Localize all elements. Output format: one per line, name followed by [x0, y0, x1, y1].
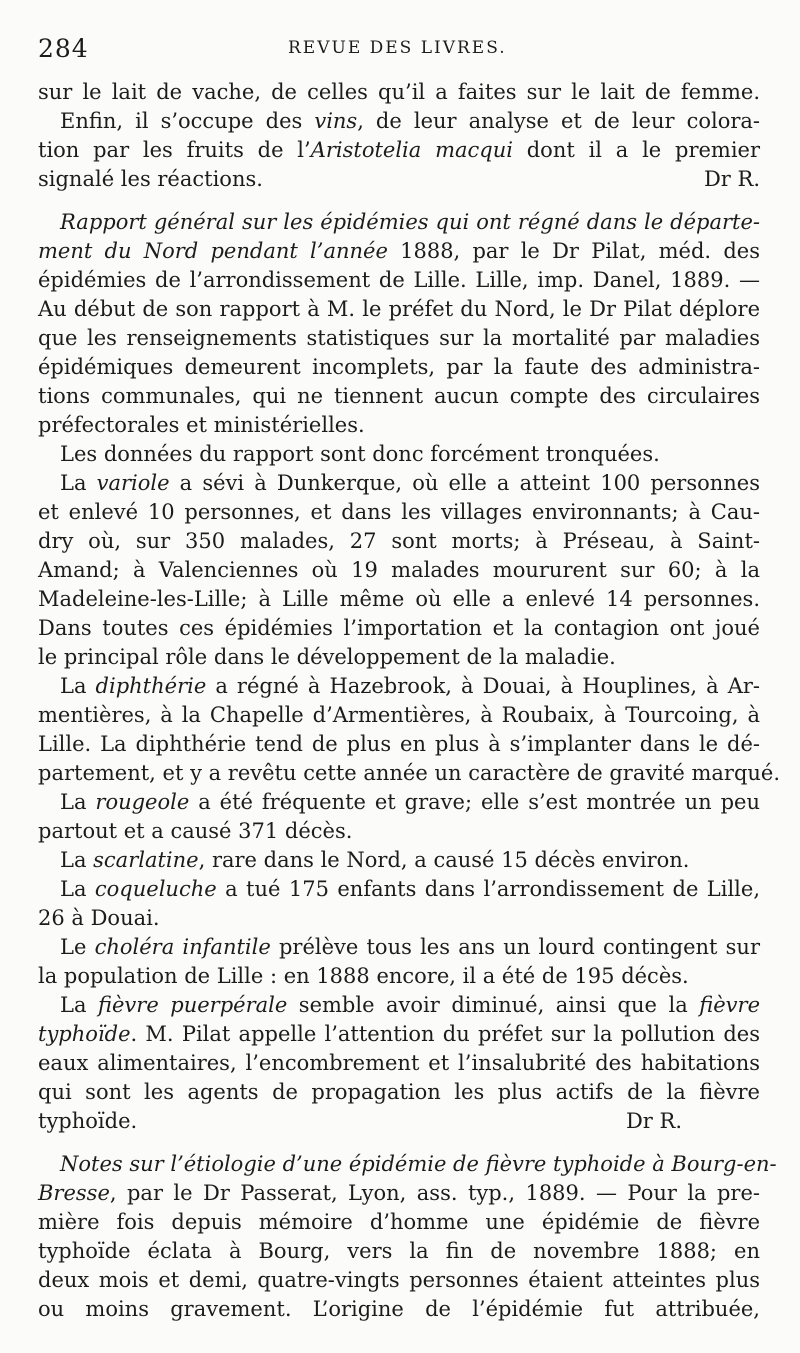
text-segment: , par le Dr Passerat, Lyon, ass. typ., 1889. — Pour la pre- [109, 1181, 760, 1205]
italic-text: rougeole [95, 790, 190, 814]
paragraph [38, 933, 760, 991]
italic-text: diphthérie [95, 674, 207, 698]
paragraph [38, 846, 760, 875]
paragraph [38, 469, 760, 672]
text-segment: a régné à Hazebrook, à Douai, à Houplines, à Ar- [206, 674, 760, 698]
text-line: deux mois et demi, quatre-vingts personnes étaient atteintes plus [38, 1268, 760, 1292]
text-line [38, 846, 760, 875]
paragraph [38, 107, 760, 194]
text-segment: La [60, 790, 96, 814]
italic-text: scarlatine [93, 848, 199, 872]
text-line: mière fois depuis mémoire d’homme une épidémie de fièvre [38, 1210, 760, 1234]
text-line [38, 1107, 760, 1136]
text-segment: La [60, 848, 94, 872]
page-header [38, 34, 760, 66]
text-line: sur le lait de vache, de celles qu’il a faites sur le lait de femme. [38, 80, 760, 104]
author-signature: Dr R. [703, 167, 760, 191]
text-line: Au début de son rapport à M. le préfet du Nord, le Dr Pilat déplore [38, 297, 760, 321]
body-text [38, 78, 781, 1324]
italic-text: variole [96, 471, 170, 495]
text-segment: La [60, 877, 95, 901]
text-line: ou moins gravement. L’origine de l’épidémie fut attribuée, [38, 1297, 760, 1321]
text-line [38, 237, 760, 266]
text-segment: , de leur analyse et de leur colora- [357, 109, 760, 133]
text-line: préfectorales et ministérielles. [38, 413, 365, 437]
text-segment: La [60, 674, 96, 698]
text-line [38, 1150, 777, 1179]
text-segment: a été fréquente et grave; elle s’est montrée un peu [189, 790, 760, 814]
text-line [38, 1020, 760, 1049]
text-line: eaux alimentaires, l’encombrement et l’insalubrité des habitations [38, 1051, 760, 1075]
text-line [38, 165, 760, 194]
text-line: la population de Lille : en 1888 encore, il a été de 195 décès. [38, 964, 689, 988]
text-line: que les renseignements statistiques sur la mortalité par maladies [38, 326, 760, 350]
text-line [38, 469, 760, 498]
paragraph-gap [38, 194, 760, 208]
text-line: Lille. La diphthérie tend de plus en plus à s’implanter dans le dé- [38, 732, 760, 756]
text-line: Madeleine-les-Lille; à Lille même où elle a enlevé 14 personnes. [38, 587, 760, 611]
paragraph [38, 672, 781, 788]
text-line [38, 1179, 760, 1208]
text-segment: a tué 175 enfants dans l’arrondissement de Lille, [216, 877, 761, 901]
running-head: REVUE DES LIVRES. [288, 38, 507, 58]
text-line [38, 875, 760, 904]
text-line [38, 107, 760, 136]
line-text: typhoïde. [38, 1109, 138, 1133]
paragraph [38, 208, 760, 440]
text-line [38, 788, 760, 817]
text-line: Amand; à Valenciennes où 19 malades moururent sur 60; à la [38, 558, 760, 582]
text-line [38, 136, 760, 165]
page-number: 284 [38, 34, 89, 63]
text-segment: La [60, 471, 97, 495]
author-signature: Dr R. [625, 1109, 682, 1133]
text-line: épidémies de l’arrondissement de Lille. Lille, imp. Danel, 1889. — [38, 268, 760, 292]
text-line: typhoïde éclata à Bourg, vers la fin de novembre 1888; en [38, 1239, 760, 1263]
text-segment: La [60, 993, 98, 1017]
italic-text: fièvre [699, 993, 760, 1017]
text-line: partout et a causé 371 décès. [38, 819, 353, 843]
text-line: Dans toutes ces épidémies l’importation et la contagion ont joué [38, 616, 760, 640]
italic-text: Bresse [38, 1181, 110, 1205]
italic-text: Aristotelia macqui [310, 138, 513, 162]
text-segment: dont il a le premier [512, 138, 761, 162]
paragraph-gap [38, 1136, 760, 1150]
paragraph [38, 78, 760, 107]
text-segment: , rare dans le Nord, a causé 15 décès environ. [198, 848, 690, 872]
text-line [38, 208, 760, 237]
text-segment: prélève tous les ans un lourd contingent sur [270, 935, 760, 959]
text-segment: Enfin, il s’occupe des [60, 109, 315, 133]
text-line [38, 672, 760, 701]
italic-text: Rapport général sur les épidémies qui ont régné dans le départe- [60, 210, 760, 234]
italic-text: Notes sur l’étiologie d’une épidémie de fièvre typhoide à Bourg-en- [60, 1152, 777, 1176]
text-line: le principal rôle dans le développement de la maladie. [38, 645, 616, 669]
text-line [38, 991, 760, 1020]
paragraph [38, 1150, 777, 1324]
paragraph [38, 875, 760, 933]
text-segment: tion par les fruits de l’ [38, 138, 311, 162]
italic-text: typhoïde [38, 1022, 131, 1046]
text-segment: 1888, par le Dr Pilat, méd. des [387, 239, 760, 263]
italic-text: coqueluche [94, 877, 217, 901]
line-text: signalé les réactions. [38, 167, 263, 191]
text-line: mentières, à la Chapelle d’Armentières, à Roubaix, à Tourcoing, à [38, 703, 760, 727]
text-line: dry où, sur 350 malades, 27 sont morts; à Préseau, à Saint- [38, 529, 760, 553]
text-line: Les données du rapport sont donc forcément tronquées. [60, 442, 660, 466]
italic-text: vins [314, 109, 358, 133]
italic-text: fièvre puerpérale [97, 993, 288, 1017]
text-segment: semble avoir diminué, ainsi que la [287, 993, 700, 1017]
italic-text: ment du Nord pendant l’année [38, 239, 388, 263]
text-line: et enlevé 10 personnes, et dans les villages environnants; à Cau- [38, 500, 760, 524]
text-segment: Le [60, 935, 95, 959]
italic-text: choléra infantile [94, 935, 271, 959]
text-segment: . M. Pilat appelle l’attention du préfet sur la pollution des [130, 1022, 760, 1046]
text-segment: a sévi à Dunkerque, où elle a atteint 100 personnes [169, 471, 761, 495]
text-line: partement, et y a revêtu cette année un caractère de gravité marqué. [38, 761, 781, 785]
text-line: 26 à Douai. [38, 906, 160, 930]
text-line: qui sont les agents de propagation les plus actifs de la fièvre [38, 1080, 760, 1104]
paragraph [38, 788, 760, 846]
text-line: tions communales, qui ne tiennent aucun compte des circulaires [38, 384, 760, 408]
text-line: épidémiques demeurent incomplets, par la faute des administra- [38, 355, 760, 379]
paragraph [38, 440, 760, 469]
text-line [38, 933, 760, 962]
paragraph [38, 991, 760, 1136]
